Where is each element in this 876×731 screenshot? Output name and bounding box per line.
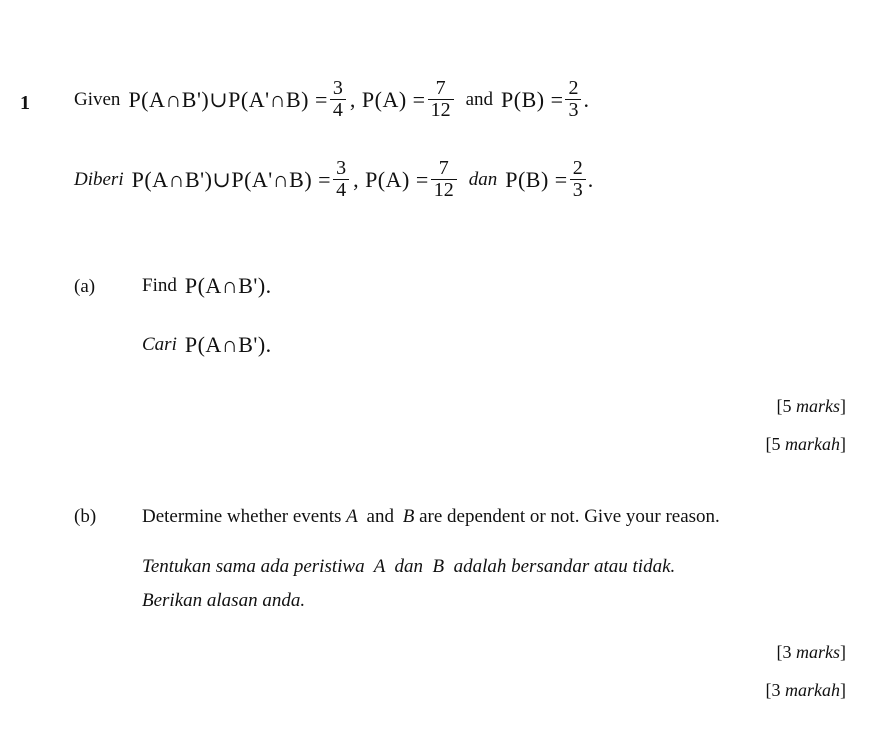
marks-word: markah [785, 434, 840, 454]
pa-expression-ms: P(A) = [365, 166, 429, 192]
marks-close: ] [840, 396, 846, 416]
and-word: and [465, 88, 494, 110]
marks-open: [5 [776, 396, 796, 416]
union-expression-text: P(A∩B')∪P(A'∩B) = [128, 86, 328, 112]
part-b-text-1: Determine whether events [142, 506, 342, 527]
fraction-denominator: 4 [333, 179, 349, 201]
part-a-marks-ms [766, 434, 847, 455]
fraction-numerator: 2 [568, 77, 579, 99]
given-line-en [74, 78, 589, 121]
part-b-marks-en [777, 642, 847, 663]
given-label-ms: Diberi [74, 168, 124, 190]
var-a: A [346, 506, 358, 527]
part-a-instruction-ms [142, 332, 272, 358]
fraction-numerator: 7 [435, 77, 446, 99]
find-word: Find [142, 275, 177, 296]
pa-expression: P(A) = [361, 86, 426, 112]
fraction-numerator: 3 [336, 157, 347, 179]
fraction-denominator: 4 [330, 99, 346, 121]
union-expression [128, 87, 327, 113]
fraction-seven-twelfths-ms [431, 158, 457, 201]
marks-close: ] [840, 680, 846, 700]
marks-close: ] [840, 642, 846, 662]
part-a-instruction-en [142, 273, 272, 299]
part-b-text-ms-line1: Tentukan sama ada peristiwa A dan B adalah bersandar atau tidak. [142, 556, 676, 577]
var-b: B [402, 506, 415, 527]
fraction-numerator: 3 [332, 77, 343, 99]
part-a-expression: P(A∩B'). [184, 273, 272, 298]
part-b-text-en [142, 506, 720, 528]
marks-open: [3 [776, 642, 796, 662]
pb-expression: P(B) = [501, 86, 564, 112]
part-b-text-2: and [366, 506, 394, 527]
cari-word: Cari [142, 334, 177, 355]
fraction-denominator: 12 [428, 99, 454, 121]
full-stop: . [587, 166, 594, 192]
fraction-numerator: 7 [438, 157, 449, 179]
pb-expression-ms: P(B) = [505, 166, 568, 192]
marks-open: [3 [765, 680, 785, 700]
fraction-denominator: 12 [431, 179, 457, 201]
fraction-denominator: 3 [565, 99, 581, 121]
and-word-ms: dan [468, 168, 498, 190]
comma-sep: , [353, 166, 366, 192]
part-a-marks-en [777, 396, 847, 417]
fraction-numerator: 2 [572, 157, 583, 179]
given-label: Given [74, 88, 121, 110]
union-expression-ms-text: P(A∩B')∪P(A'∩B) = [131, 166, 332, 192]
marks-close: ] [840, 434, 846, 454]
fraction-denominator: 3 [570, 179, 586, 201]
comma-sep: , [349, 86, 362, 112]
marks-word: marks [796, 642, 840, 662]
question-number: 1 [20, 92, 30, 114]
fraction-two-thirds [565, 78, 581, 121]
part-b-label: (b) [74, 506, 97, 527]
fraction-seven-twelfths [428, 78, 454, 121]
part-b-text-ms-line2: Berikan alasan anda. [142, 590, 306, 611]
given-line-ms [74, 158, 594, 201]
part-b-marks-ms [766, 680, 847, 701]
union-expression-ms [132, 167, 331, 193]
part-a-expression-ms: P(A∩B'). [184, 332, 272, 357]
full-stop: . [583, 86, 590, 112]
fraction-three-quarters [330, 78, 346, 121]
part-a-label: (a) [74, 276, 96, 297]
marks-open: [5 [765, 434, 785, 454]
marks-word: marks [796, 396, 840, 416]
fraction-three-quarters-ms [333, 158, 349, 201]
fraction-two-thirds-ms [570, 158, 586, 201]
part-b-text-3: are dependent or not. Give your reason. [419, 506, 720, 527]
marks-word: markah [785, 680, 840, 700]
